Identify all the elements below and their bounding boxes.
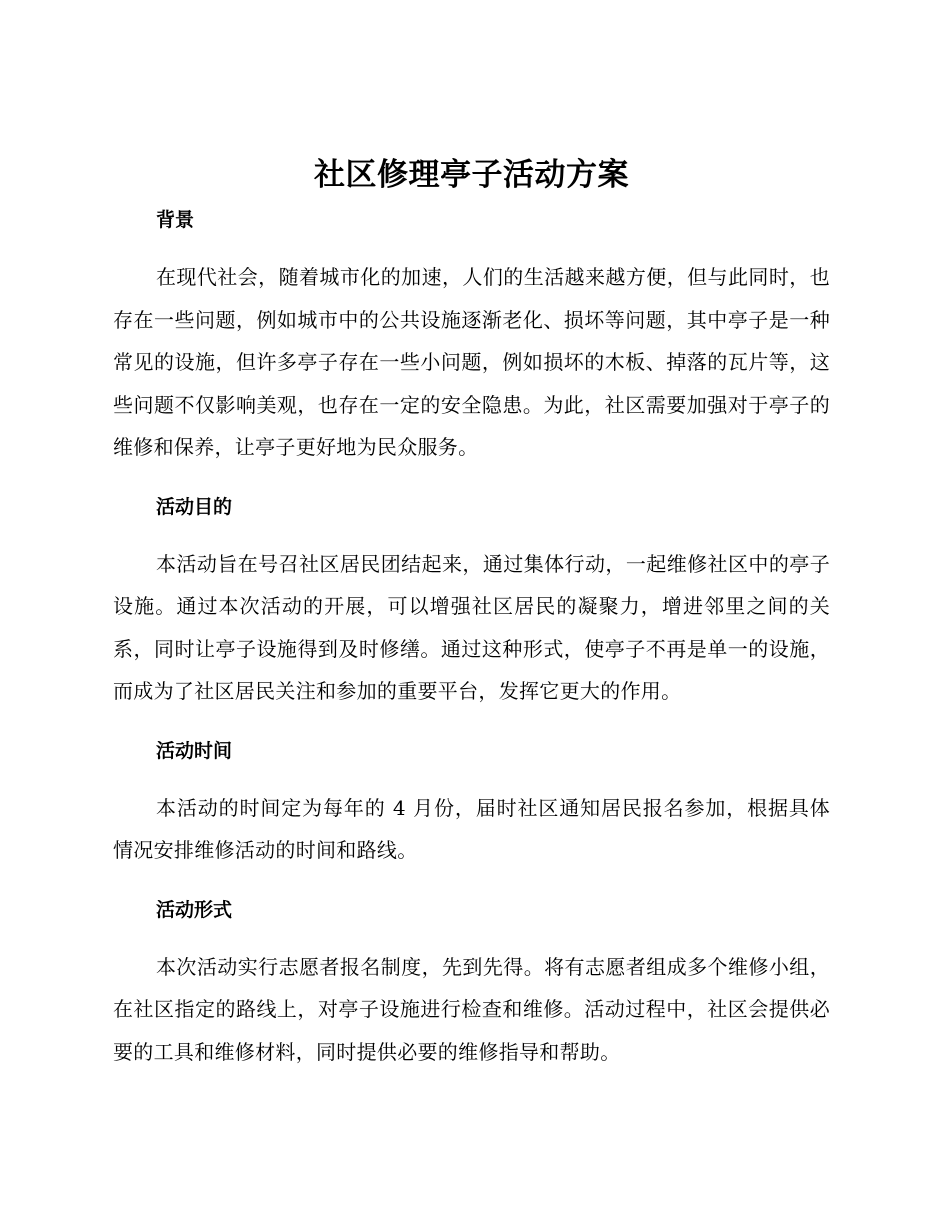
section-format xyxy=(113,890,830,1074)
section-heading: 背景 xyxy=(156,209,195,231)
section-time xyxy=(113,731,830,890)
document-title: 社区修理亭子活动方案 xyxy=(314,157,629,193)
section-heading: 活动形式 xyxy=(156,898,233,921)
section-paragraph: 在现代社会，随着城市化的加速，人们的生活越来越方便，但与此同时，也存在一些问题，例如城市中的公共设施逐渐老化、损坏等问题，其中亭子是一种常见的设施，但许多亭子存在一些小问题，例如损坏的木板、掉落的瓦片等，这些问题不仅影响美观，也存在一定的安全隐患。为此，社区需要加强对于亭子的维修和保养，让亭子更好地为民众服务。 xyxy=(113,265,830,459)
section-paragraph: 本活动的时间定为每年的 4 月份，届时社区通知居民报名参加，根据具体情况安排维修活动的时间和路线。 xyxy=(113,795,830,862)
document-content xyxy=(113,150,830,1073)
section-background xyxy=(113,200,830,487)
section-paragraph: 本次活动实行志愿者报名制度，先到先得。将有志愿者组成多个维修小组，在社区指定的路线上，对亭子设施进行检查和维修。活动过程中，社区会提供必要的工具和维修材料，同时提供必要的维修指导和帮助。 xyxy=(113,954,830,1064)
section-paragraph: 本活动旨在号召社区居民团结起来，通过集体行动，一起维修社区中的亭子设施。通过本次活动的开展，可以增强社区居民的凝聚力，增进邻里之间的关系，同时让亭子设施得到及时修缮。通过这种形式，使亭子不再是单一的设施，而成为了社区居民关注和参加的重要平台，发挥它更大的作用。 xyxy=(113,551,830,703)
section-purpose xyxy=(113,487,830,731)
section-heading: 活动时间 xyxy=(156,739,233,762)
section-heading: 活动目的 xyxy=(156,495,233,518)
